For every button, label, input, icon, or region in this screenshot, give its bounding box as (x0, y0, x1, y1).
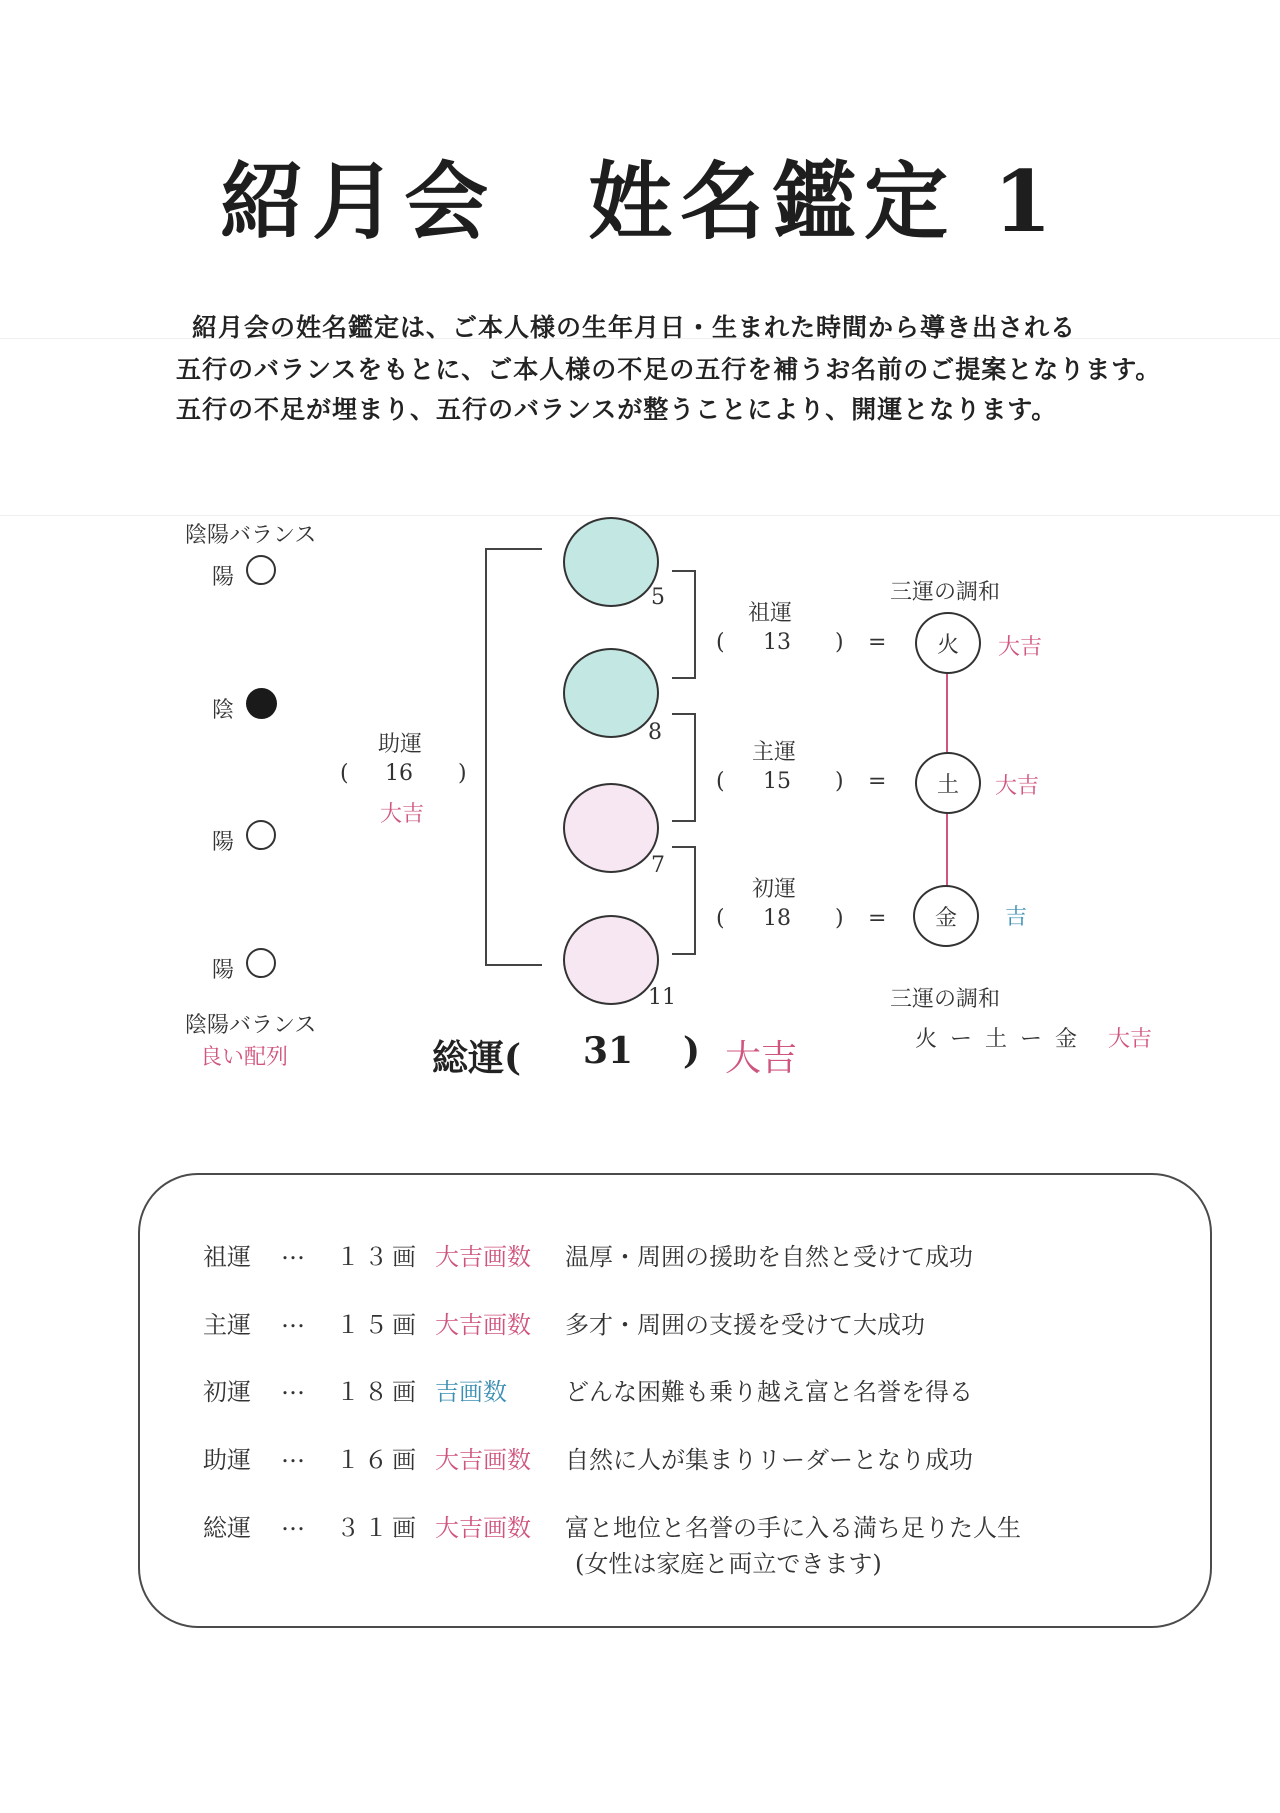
char-strokes-1: 5 (651, 585, 665, 610)
row-dots: … (281, 1305, 305, 1333)
element-metal-circle (913, 885, 979, 947)
char-strokes-4: 11 (648, 985, 676, 1010)
char-strokes-3: 7 (651, 853, 665, 878)
fortune-label-soun: 祖運 (748, 601, 793, 626)
joun-label: 助運 (378, 732, 423, 757)
fortune-value-soun: 13 (763, 630, 791, 655)
intro-line-2: 五行のバランスをもとに、ご本人様の不足の五行を補うお名前のご提案となります。 (176, 355, 1162, 384)
fortune-eq-shoun: = (868, 906, 887, 931)
char-circle-2 (563, 648, 659, 738)
row-dots: … (281, 1372, 305, 1400)
sanun-heading-bottom: 三運の調和 (890, 987, 1001, 1012)
row-dots: … (281, 1508, 305, 1536)
char-strokes-2: 8 (648, 720, 662, 745)
fortune-open-soun: ( (716, 630, 725, 655)
fortune-label-shoun: 初運 (752, 877, 797, 902)
fortune-label-shuun: 主運 (752, 740, 797, 765)
joun-result: 大吉 (380, 802, 425, 827)
bracket-shoun (672, 846, 696, 955)
row-dots: … (281, 1237, 305, 1265)
row-name: 主運 (203, 1311, 251, 1339)
yinyang-label-4: 陽 (212, 958, 235, 983)
fortune-eq-soun: = (868, 630, 887, 655)
element-fire-circle (915, 612, 981, 674)
fortune-close-shoun: ) (835, 906, 844, 931)
row-desc: 温厚・周囲の援助を自然と受けて成功 (565, 1243, 973, 1271)
row-strokes: １８画 (336, 1378, 420, 1406)
yinyang-heading-top: 陰陽バランス (185, 523, 317, 548)
row-grade: 吉画数 (435, 1378, 507, 1406)
souun-close: ) (683, 1030, 701, 1072)
element-earth: 土 (936, 772, 959, 798)
row-strokes: １３画 (336, 1243, 420, 1271)
yang-circle-icon (246, 555, 276, 585)
fortune-result-shuun: 大吉 (995, 774, 1040, 799)
element-earth-circle (915, 752, 981, 814)
yang-circle-icon (246, 820, 276, 850)
row-desc: 富と地位と名誉の手に入る満ち足りた人生 (565, 1514, 1021, 1542)
yinyang-label-2: 陰 (212, 698, 235, 723)
yang-circle-icon (246, 948, 276, 978)
row-desc: 多才・周囲の支援を受けて大成功 (565, 1311, 925, 1339)
intro-line-3: 五行の不足が埋まり、五行のバランスが整うことにより、開運となります。 (176, 395, 1058, 424)
souun-value: 31 (583, 1030, 634, 1072)
row-strokes: ３１画 (336, 1514, 420, 1542)
sanun-summary-result: 大吉 (1108, 1027, 1153, 1052)
row-name: 総運 (203, 1514, 251, 1542)
row-grade: 大吉画数 (435, 1446, 531, 1474)
row-note: (女性は家庭と両立できます) (575, 1550, 882, 1578)
scan-line (0, 515, 1280, 516)
yin-circle-icon (246, 688, 277, 719)
yinyang-result: 良い配列 (200, 1045, 289, 1070)
row-grade: 大吉画数 (435, 1243, 531, 1271)
row-dots: … (281, 1440, 305, 1468)
row-name: 祖運 (203, 1243, 251, 1271)
fortune-close-shuun: ) (835, 769, 844, 794)
bracket-shuun (672, 713, 696, 822)
sanun-heading-top: 三運の調和 (890, 580, 1001, 605)
char-circle-3 (563, 783, 659, 873)
char-circle-1 (563, 517, 659, 607)
row-name: 初運 (203, 1378, 251, 1406)
fortune-close-soun: ) (835, 630, 844, 655)
joun-close: ) (458, 761, 467, 786)
fortune-open-shoun: ( (716, 906, 725, 931)
yinyang-label-3: 陽 (212, 830, 235, 855)
page-title: 紹月会 姓名鑑定 1 (220, 152, 1060, 251)
fortune-eq-shuun: = (868, 769, 887, 794)
bracket-souun (672, 570, 696, 679)
char-circle-4 (563, 915, 659, 1005)
yinyang-heading-bottom: 陰陽バランス (185, 1013, 317, 1038)
row-desc: どんな困難も乗り越え富と名誉を得る (565, 1378, 973, 1406)
intro-line-1: 紹月会の姓名鑑定は、ご本人様の生年月日・生まれた時間から導き出される (192, 313, 1077, 342)
row-grade: 大吉画数 (435, 1311, 531, 1339)
row-grade: 大吉画数 (435, 1514, 531, 1542)
element-fire: 火 (936, 632, 959, 658)
souun-result: 大吉 (725, 1038, 798, 1079)
souun-label: 総運( (432, 1037, 522, 1079)
outer-bracket (485, 548, 542, 966)
yinyang-label-1: 陽 (212, 565, 235, 590)
row-name: 助運 (203, 1446, 251, 1474)
fortune-result-soun: 大吉 (998, 635, 1043, 660)
fortune-value-shoun: 18 (763, 906, 791, 931)
fortune-value-shuun: 15 (763, 769, 791, 794)
fortune-open-shuun: ( (716, 769, 725, 794)
row-desc: 自然に人が集まりリーダーとなり成功 (565, 1446, 973, 1474)
row-strokes: １６画 (336, 1446, 420, 1474)
joun-open: ( (340, 761, 349, 786)
element-metal: 金 (934, 905, 957, 931)
fortune-result-shoun: 吉 (1005, 905, 1028, 930)
joun-value: 16 (385, 761, 413, 786)
row-strokes: １５画 (336, 1311, 420, 1339)
sanun-summary: 火 ー 土 ー 金 (915, 1027, 1077, 1052)
